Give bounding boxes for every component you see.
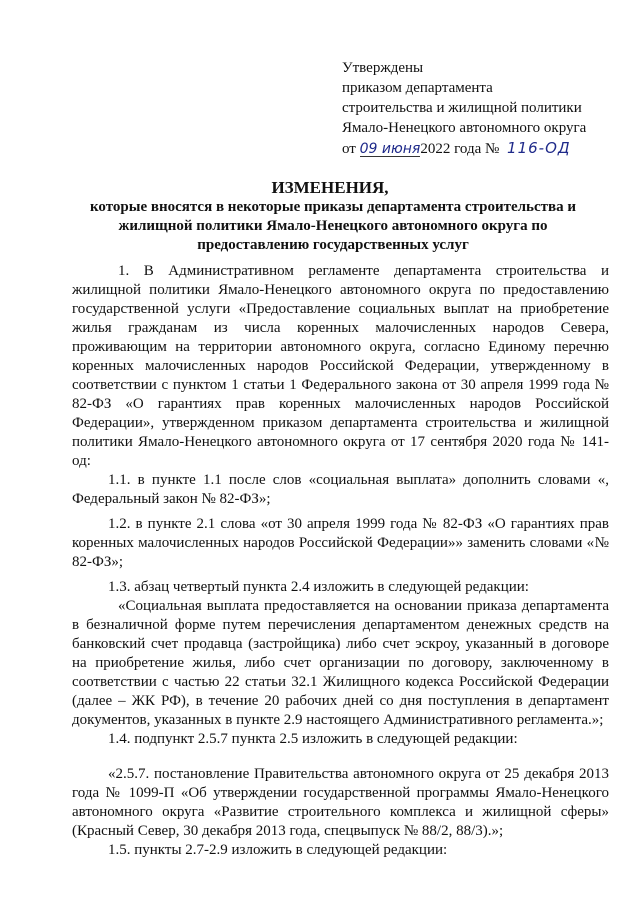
quote-paragraph-1: «Социальная выплата предоставляется на основании приказа департамента в безналичной форме путем перечисления департаментом денежных средств на банковский счет продавца (застройщика) либо счет эскроу, указанный в договоре на приобретение жилья, либо счет организации по договору, заключенному в соответствии с частью 22 статьи 32.1 Жилищного кодекса Российской Федерации (далее – ЖК РФ), в течение 20 рабочих дней со дня поступления в департамент документов, указанных в пункте 2.9 настоящего Административного регламента.»; xyxy=(72,598,609,728)
paragraph-1-1: 1.1. в пункте 1.1 после слов «социальная выплата» дополнить словами «, Федеральный закон № 82-ФЗ»; xyxy=(72,472,609,507)
approval-line: строительства и жилищной политики xyxy=(342,100,582,116)
approval-line: Ямало-Ненецкого автономного округа xyxy=(342,120,587,136)
approval-prefix: от xyxy=(342,141,356,157)
approval-year-label: 2022 года № xyxy=(420,141,500,157)
handwritten-order-number: 116-ОД xyxy=(507,139,571,157)
paragraph-1-2: 1.2. в пункте 2.1 слова «от 30 апреля 1999 года № 82-ФЗ «О гарантиях прав коренных малочисленных народов Российской Федерации»» заменить словами «№ 82-ФЗ»; xyxy=(72,516,609,570)
approval-block xyxy=(342,58,632,159)
document-subtitle: которые вносятся в некоторые приказы департамента строительства и жилищной политики Ямало-Ненецкого автономного округа по предоставлению государственных услуг xyxy=(89,199,577,253)
paragraph-1-5: 1.5. пункты 2.7-2.9 изложить в следующей редакции: xyxy=(108,842,448,858)
approval-line: Утверждены xyxy=(342,60,424,76)
approval-date-line xyxy=(342,138,632,159)
paragraph-1-3: 1.3. абзац четвертый пункта 2.4 изложить в следующей редакции: xyxy=(108,579,529,595)
document-body xyxy=(72,262,609,860)
paragraph-1: 1. В Административном регламенте департамента строительства и жилищной политики Ямало-Ненецкого автономного округа по предоставлению государственной услуги «Предоставление социальных выплат на приобретение жилья гражданам из числа коренных малочисленных народов Севера, проживающим на территории автономного округа, согласно Единому перечню коренных малочисленных народов Российской Федерации, утвержденному в соответствии с пунктом 1 статьи 1 Федерального закона от 30 апреля 1999 года № 82-ФЗ «О гарантиях прав коренных малочисленных народов Российской Федерации», утвержденном приказом департамента строительства и жилищной политики Ямало-Ненецкого автономного округа от 17 сентября 2020 года № 141-од: xyxy=(72,263,609,469)
approval-line: приказом департамента xyxy=(342,80,493,96)
document-title: ИЗМЕНЕНИЯ, xyxy=(271,178,389,197)
paragraph-1-4: 1.4. подпункт 2.5.7 пункта 2.5 изложить в следующей редакции: xyxy=(108,731,518,747)
quote-paragraph-2: «2.5.7. постановление Правительства автономного округа от 25 декабря 2013 года № 1099-П «Об утверждении государственной программы Ямало-Ненецкого автономного округа «Развитие строительного комплекса и жилищной сферы» (Красный Север, 30 декабря 2013 года, спецвыпуск № 88/2, 88/3).»; xyxy=(72,766,609,839)
handwritten-date: 09 июня xyxy=(359,141,421,157)
